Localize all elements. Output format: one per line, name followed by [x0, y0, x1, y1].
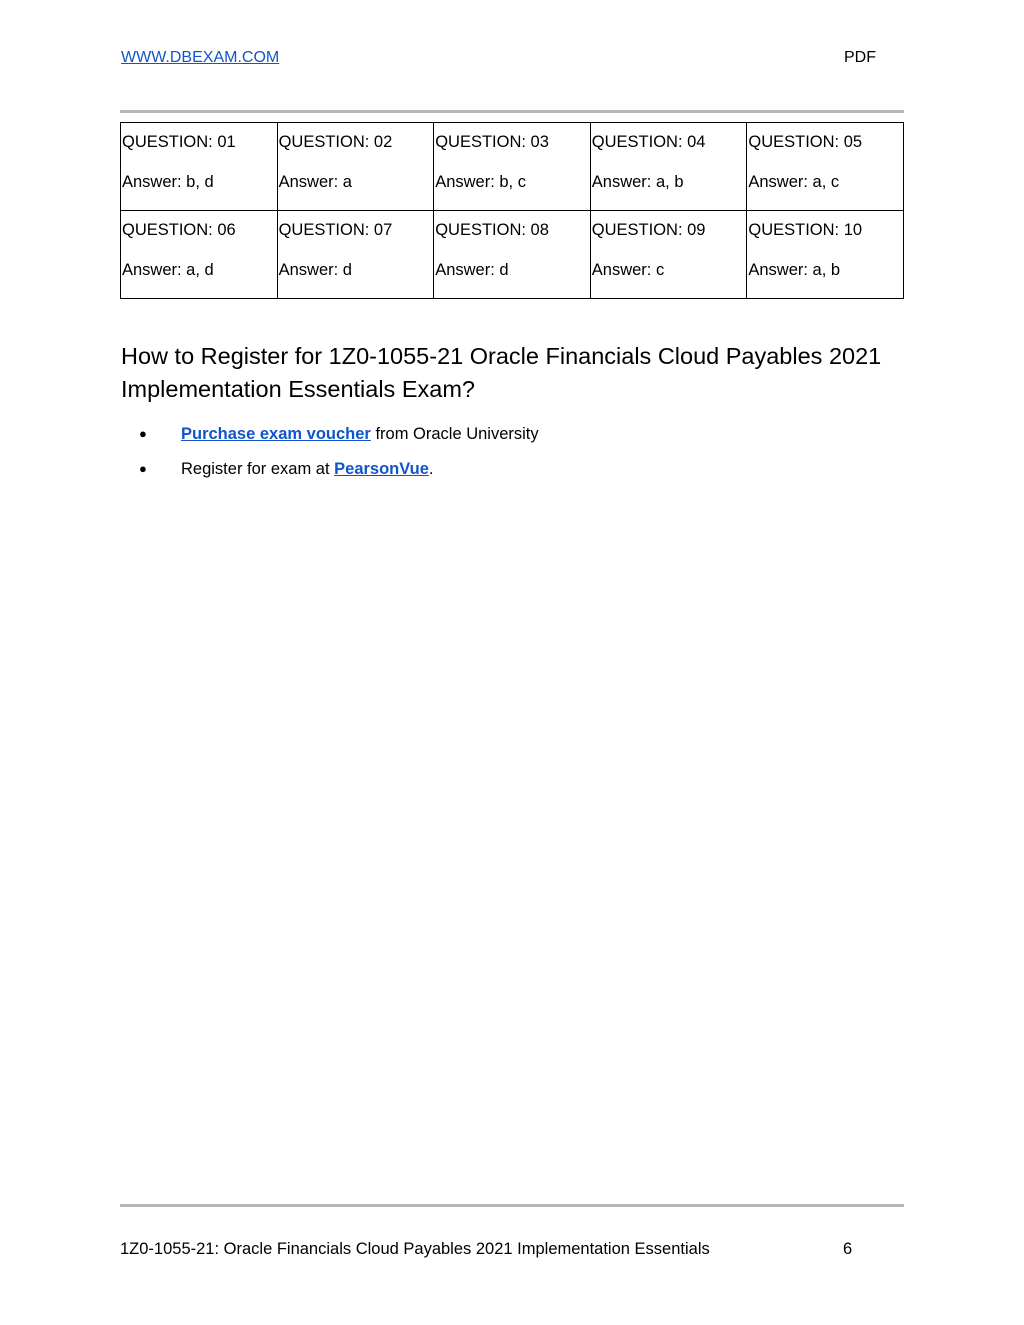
- answer-table: [120, 122, 904, 299]
- step-text: Register for exam at: [181, 460, 335, 478]
- answer-cell: [121, 123, 278, 211]
- question-label: QUESTION: 08: [435, 221, 549, 239]
- question-label: QUESTION: 03: [435, 133, 549, 151]
- answer-value: Answer: a, d: [122, 261, 214, 279]
- header-divider: [120, 110, 904, 113]
- question-label: QUESTION: 05: [748, 133, 863, 151]
- question-label: QUESTION: 06: [122, 221, 236, 239]
- footer-title: 1Z0-1055-21: Oracle Financials Cloud Payables 2021 Implementation Essentials: [120, 1240, 710, 1258]
- question-label: QUESTION: 09: [591, 221, 706, 239]
- question-label: QUESTION: 07: [278, 221, 393, 239]
- bullet-icon: ●: [139, 426, 147, 441]
- answer-value: Answer: a, b: [591, 173, 684, 191]
- bullet-icon: ●: [139, 461, 147, 476]
- answer-cell: [277, 211, 434, 299]
- answer-value: Answer: b, d: [122, 173, 214, 191]
- answer-value: Answer: a: [278, 173, 352, 191]
- question-label: QUESTION: 02: [278, 133, 393, 151]
- answer-value: Answer: d: [278, 261, 352, 279]
- site-link[interactable]: WWW.DBEXAM.COM: [121, 49, 280, 66]
- registration-steps: [121, 422, 539, 492]
- table-row: [121, 123, 904, 211]
- answer-cell: [590, 211, 747, 299]
- answer-value: Answer: b, c: [435, 173, 526, 191]
- list-item: [121, 457, 539, 492]
- format-label: PDF: [844, 49, 876, 66]
- footer-divider: [120, 1204, 904, 1207]
- answer-value: Answer: a, c: [748, 173, 840, 191]
- step-text: .: [428, 460, 434, 478]
- answer-cell: [121, 211, 278, 299]
- question-label: QUESTION: 04: [591, 133, 706, 151]
- answer-cell: [590, 123, 747, 211]
- answer-cell: [747, 211, 904, 299]
- page-number: 6: [843, 1240, 853, 1258]
- answer-cell: [434, 123, 591, 211]
- purchase-voucher-link[interactable]: Purchase exam voucher: [181, 425, 371, 443]
- list-item: [121, 422, 539, 457]
- question-label: QUESTION: 10: [748, 221, 863, 239]
- answer-cell: [434, 211, 591, 299]
- answer-value: Answer: a, b: [748, 261, 841, 279]
- pearsonvue-link[interactable]: PearsonVue: [334, 460, 429, 478]
- section-heading: How to Register for 1Z0-1055-21 Oracle Financials Cloud Payables 2021 Implementation Essentials Exam?: [121, 343, 882, 402]
- answer-cell: [747, 123, 904, 211]
- answer-value: Answer: d: [435, 261, 509, 279]
- answer-value: Answer: c: [591, 261, 665, 279]
- table-row: [121, 211, 904, 299]
- question-label: QUESTION: 01: [122, 133, 236, 151]
- answer-cell: [277, 123, 434, 211]
- step-text: from Oracle University: [370, 425, 539, 443]
